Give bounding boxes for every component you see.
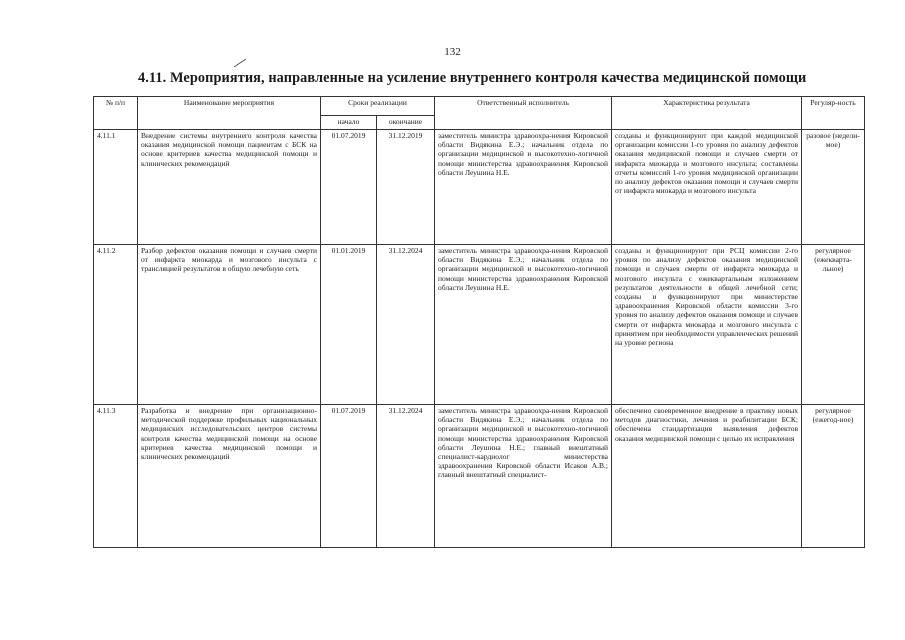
row-start: 01.07.2019 [321, 130, 377, 245]
col-header-end: окончание [377, 116, 435, 130]
row-end: 31.12.2024 [377, 405, 435, 548]
page-number: 132 [444, 46, 461, 58]
col-header-result: Характеристика результата [612, 97, 802, 130]
col-header-terms: Сроки реализации [321, 97, 435, 116]
row-responsible: заместитель министра здравоохра-нения Кировской области Видякина Е.Э.; начальник отдела по организации медицинской и высокотехно-логичной помощи министерства здравоохранения Кировской области Леушина Н.Е. [435, 130, 612, 245]
row-name: Разбор дефектов оказания помощи и случаев смерти от инфаркта миокарда и мозгового инсульта с трансляцией результатов в общую лечебную сеть [138, 245, 321, 405]
row-num: 4.11.2 [94, 245, 138, 405]
row-regularity: регулярное (ежекварта-льное) [802, 245, 865, 405]
row-regularity: регулярное (ежегод-ное) [802, 405, 865, 548]
row-num: 4.11.1 [94, 130, 138, 245]
row-end: 31.12.2024 [377, 245, 435, 405]
col-header-start: начало [321, 116, 377, 130]
row-start: 01.07.2019 [321, 405, 377, 548]
row-responsible: заместитель министра здравоохра-нения Кировской области Видякина Е.Э.; начальник отдела по организации медицинской и высокотехно-логичной помощи министерства здравоохранения Кировской области Леушина Н.Е. [435, 245, 612, 405]
table-row [94, 405, 865, 548]
header-row [94, 97, 865, 116]
row-result: созданы и функционируют при РСЦ комиссии 2-го уровня по анализу дефектов оказания медицинской помощи и случаев смерти от инфаркта миокарда и мозгового инсульта с ежеквартальным изложением результатов деятельности в общей лечебной сети; созданы и функционируют при министерстве здравоохранения Кировской области комиссии 3-го уровня по анализу дефектов оказания помощи и случаев смерти от инфаркта миокарда и мозгового инсульта с принятием при необходимости управленческих решений на уровне региона [612, 245, 802, 405]
row-name: Внедрение системы внутреннего контроля качества оказания медицинской помощи пациентам с БСК на основе критериев качества медицинской помощи и клинических рекомендаций [138, 130, 321, 245]
row-result: обеспечено своевременное внедрение в практику новых методов диагностики, лечения и реабилитации БСК; обеспечена стандартизация выявления дефектов оказания медицинской помощи с целью их исправления [612, 405, 802, 548]
pen-mark [232, 58, 248, 68]
col-header-regularity: Регуляр-ность [802, 97, 865, 130]
row-num: 4.11.3 [94, 405, 138, 548]
section-title: 4.11. Мероприятия, направленные на усиление внутреннего контроля качества медицинской помощи [138, 70, 807, 86]
row-start: 01.01.2019 [321, 245, 377, 405]
col-header-num: № п/п [94, 97, 138, 130]
row-responsible: заместитель министра здравоохра-нения Кировской области Видякина Е.Э.; начальник отдела по организации медицинской и высокотехно-логичной помощи министерства здравоохранения Кировской области Леушина Н.Е.; главный внештатный специалист-кардиолог министерства здравоохранения Кировской области Исаков А.В.; главный внештатный специалист- [435, 405, 612, 548]
table-row [94, 130, 865, 245]
row-result: созданы и функционируют при каждой медицинской организации комиссии 1-го уровня по анализу дефектов оказания медицинской помощи и случаев смерти от инфаркта миокарда и мозгового инсульта; составлены отчеты комиссий 1-го уровня медицинской организации по анализу дефектов оказания помощи и случаев смерти от инфаркта миокарда и мозгового инсульта [612, 130, 802, 245]
col-header-responsible: Ответственный исполнитель [435, 97, 612, 130]
col-header-name: Наименование мероприятия [138, 97, 321, 130]
row-name: Разработка и внедрение при организационно-методической поддержке профильных национальных медицинских исследовательских центров системы контроля качества медицинской помощи на основе критериев качества медицинской помощи и клинических рекомендаций [138, 405, 321, 548]
row-regularity: разовое (недели-мое) [802, 130, 865, 245]
row-end: 31.12.2019 [377, 130, 435, 245]
table-row [94, 245, 865, 405]
measures-table [93, 96, 865, 548]
